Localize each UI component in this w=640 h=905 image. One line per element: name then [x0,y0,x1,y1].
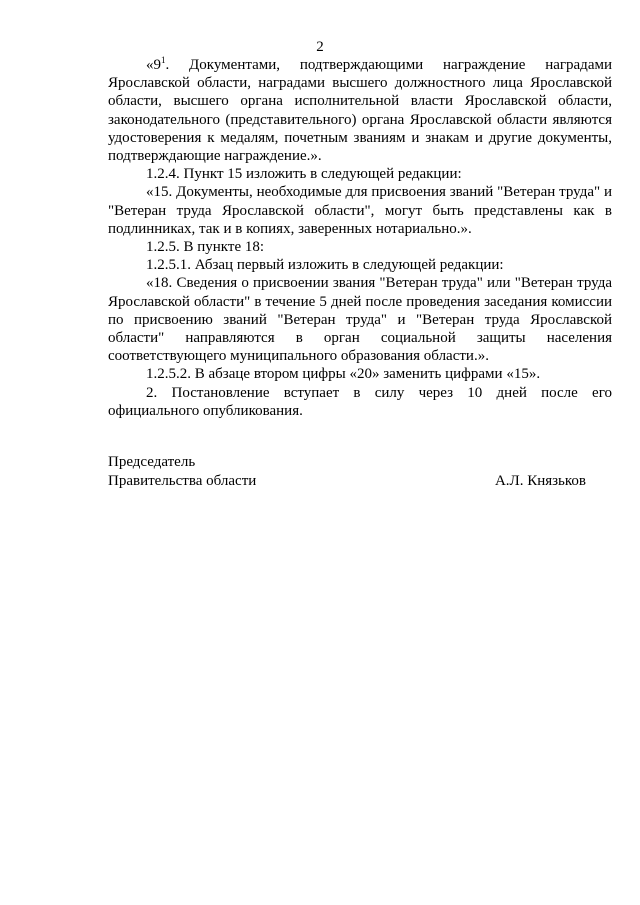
signatory-name: А.Л. Князьков [494,473,586,489]
paragraph-2: 2. Постановление вступает в силу через 10 дней после его официального опубликования. [108,384,612,419]
signature-block [108,453,586,491]
paragraph-1-2-4: 1.2.4. Пункт 15 изложить в следующей редакции: [146,166,462,183]
signatory-position-line1: Председатель [108,454,196,470]
paragraph-18: «18. Сведения о присвоении звания "Ветеран труда" или "Ветеран труда Ярославской области" в течение 5 дней после проведения заседания комиссии по присвоению званий "Ветеран труда" и "Ветеран труда Ярославской области" направляются в орган социальной защиты населения соответствующего муниципального образования области.». [108,275,612,365]
paragraph-text: . Документами, подтверждающими награждение наградами Ярославской области, наградами высшего должностного лица Ярославской области, высшего органа исполнительной власти Ярославской области, законодательного (представительного) органа Ярославской области являются удостоверения к медалям, почетным званиям и знакам и другие документы, подтверждающие награждение.». [108,57,612,165]
document-body [108,56,612,420]
paragraph-prefix: «9 [146,57,161,73]
superscript: 1 [161,55,166,65]
paragraph-1-2-5: 1.2.5. В пункте 18: [146,239,265,256]
paragraph-1-2-5-2: 1.2.5.2. В абзаце втором цифры «20» заменить цифрами «15». [146,366,541,383]
paragraph-9-1 [108,56,612,165]
signature-row [108,472,586,491]
paragraph-15: «15. Документы, необходимые для присвоения званий "Ветеран труда" и "Ветеран труда Ярославской области", могут быть представлены как в подлинниках, так и в копиях, заверенных нотариально.». [108,184,612,237]
page-number: 2 [316,39,324,55]
signatory-position-line2: Правительства области [108,473,257,489]
paragraph-1-2-5-1: 1.2.5.1. Абзац первый изложить в следующей редакции: [146,257,504,274]
